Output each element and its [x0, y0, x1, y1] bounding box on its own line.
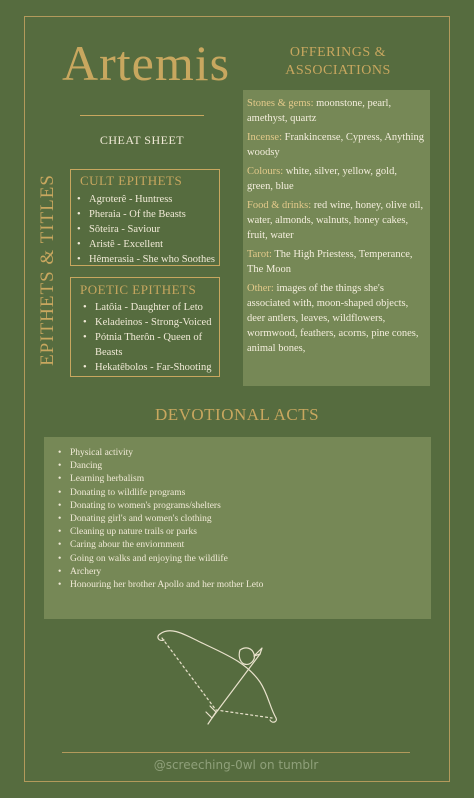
list-item: • Dancing	[58, 460, 263, 473]
offering-incense: Incense: Frankincense, Cypress, Anything woodsy	[247, 132, 425, 158]
list-item: • Agroterê - Huntress	[77, 192, 215, 207]
list-item: • Pótnia Therôn - Queen of Beasts	[83, 330, 217, 360]
title-divider	[80, 115, 204, 116]
list-item: • Donating girl's and women's clothing	[58, 513, 263, 526]
list-item: • Donating to women's programs/shelters	[58, 500, 263, 513]
list-item: • Sôteira - Saviour	[77, 222, 215, 237]
poetic-epithets-list	[83, 300, 217, 375]
credit-text: @screeching-0wl on tumblr	[153, 758, 319, 772]
cult-epithets-heading: CULT EPITHETS	[80, 173, 183, 188]
list-item: • Cleaning up nature trails or parks	[58, 526, 263, 539]
bow-and-arrow-icon	[150, 622, 280, 728]
list-item: • Aristê - Excellent	[77, 237, 215, 252]
list-item: • Hêmerasia - She who Soothes	[77, 252, 215, 267]
devotional-panel	[44, 437, 431, 619]
page-title: Artemis	[62, 35, 231, 91]
epithets-side-label: EPITHETS & TITLES	[37, 174, 58, 366]
offerings-heading-line2: ASSOCIATIONS	[285, 63, 391, 78]
offering-food: Food & drinks: red wine, honey, olive oil, water, almonds, walnuts, honey cakes, fruit, water	[247, 200, 424, 241]
offerings-heading-line1: OFFERINGS &	[289, 45, 387, 60]
offering-tarot: Tarot: The High Priestess, Temperance, The Moon	[247, 249, 413, 275]
offering-stones: Stones & gems: moonstone, pearl, amethyst, quartz	[247, 98, 392, 124]
offering-other: Other: images of the things she's associated with, moon-shaped objects, deer antlers, leaves, wildflowers, wormwood, feathers, acorns, pine cones, animal bones,	[247, 283, 419, 354]
offerings-heading	[258, 44, 418, 80]
list-item: • Donating to wildlife programs	[58, 487, 263, 500]
list-item: • Pheraia - Of the Beasts	[77, 207, 215, 222]
list-item: • Hekatêbolos - Far-Shooting	[83, 360, 217, 375]
cult-epithets-list	[77, 192, 215, 267]
list-item: • Archery	[58, 566, 263, 579]
list-item: • Physical activity	[58, 447, 263, 460]
list-item: • Learning herbalism	[58, 473, 263, 486]
page-subtitle: CHEAT SHEET	[99, 133, 185, 147]
list-item: • Going on walks and enjoying the wildlife	[58, 553, 263, 566]
list-item: • Keladeinos - Strong-Voiced	[83, 315, 217, 330]
list-item: • Caring abour the enviornment	[58, 539, 263, 552]
offering-colours: Colours: white, silver, yellow, gold, green, blue	[247, 166, 397, 192]
bottom-divider	[62, 752, 410, 753]
devotional-list	[58, 447, 263, 592]
poetic-epithets-heading: POETIC EPITHETS	[80, 282, 197, 297]
offerings-panel	[243, 90, 430, 386]
devotional-heading: DEVOTIONAL ACTS	[154, 405, 320, 424]
list-item: • Honouring her brother Apollo and her mother Leto	[58, 579, 263, 592]
list-item: • Latôia - Daughter of Leto	[83, 300, 217, 315]
